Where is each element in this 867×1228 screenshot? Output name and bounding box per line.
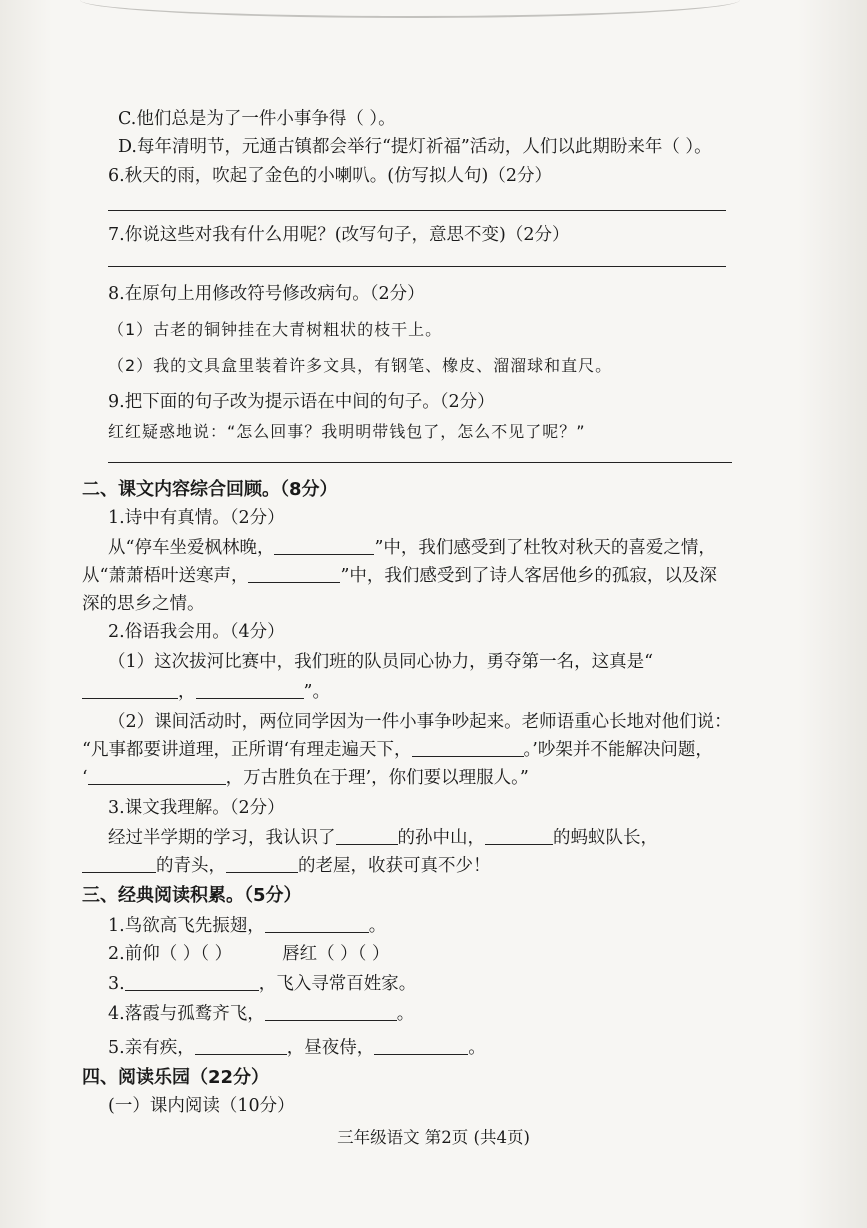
s2-question-3: 3.课文我理解。（2分） — [108, 798, 285, 818]
s2-question-1: 1.诗中有真情。（2分） — [108, 508, 285, 528]
s3-l4-text: 4.落霞与孤鹜齐飞， — [108, 1004, 265, 1024]
s2-q3-blank-1[interactable] — [336, 828, 398, 845]
s3-l5-text-b: ，昼夜侍， — [286, 1038, 375, 1058]
option-d: D.每年清明节，元通古镇都会举行“提灯祈福”活动，人们以此期盼来年（ ）。 — [118, 137, 712, 157]
s2-q2-blank-2[interactable] — [196, 682, 304, 699]
question-9: 9.把下面的句子改为提示语在中间的句子。（2分） — [108, 392, 495, 412]
s3-line-5 — [108, 1036, 486, 1060]
answer-line-7[interactable] — [108, 266, 726, 267]
s2-q3-b-text-2: 的老屋，收获可真不少！ — [298, 856, 491, 876]
s3-l3-text-a: 3. — [108, 974, 125, 994]
s2-q1-line-b — [82, 564, 717, 588]
answer-line-6[interactable] — [108, 210, 726, 211]
s2-q1-b-text-1: 从“萧萧梧叶送寒声， — [82, 566, 249, 586]
s3-l4-period: 。 — [396, 1004, 415, 1024]
s2-q1-a-text-1: 从“停车坐爱枫林晚， — [108, 538, 275, 558]
s3-blank-3[interactable] — [265, 1004, 397, 1021]
s2-q3-a-text-2: 的孙中山， — [397, 828, 485, 848]
s3-l2-text-b: 唇红（ ）（ ） — [282, 944, 390, 964]
s2-q3-blank-4[interactable] — [226, 856, 298, 873]
s2-q2-2-c-text-1: ‘ — [82, 768, 88, 788]
s2-q3-a-text-1: 经过半学期的学习，我认识了 — [108, 828, 336, 848]
s2-q1-a-text-2: ”中，我们感受到了杜牧对秋天的喜爱之情， — [374, 538, 716, 558]
s2-q2-blank-3[interactable] — [412, 740, 524, 757]
s2-q2-2-b-text-2: 。’吵架并不能解决问题， — [523, 740, 713, 760]
answer-line-9[interactable] — [108, 462, 732, 463]
section-4-subtitle: (一）课内阅读（10分） — [108, 1096, 295, 1116]
question-8-sentence-1: （1）古老的铜钟挂在大青树粗状的枝干上。 — [108, 320, 443, 339]
section-4-title: 四、阅读乐园（22分） — [82, 1067, 270, 1088]
s2-q2-1-end: ”。 — [303, 682, 330, 702]
s3-blank-4[interactable] — [195, 1038, 287, 1055]
s2-q2-2-line-c — [82, 766, 529, 790]
s2-q2-2: （2）课间活动时，两位同学因为一件小事争吵起来。老师语重心长地对他们说： — [108, 712, 732, 732]
question-9-sentence: 红红疑惑地说：“怎么回事？我明明带钱包了，怎么不见了呢？” — [108, 422, 586, 441]
s2-q2-1-answer: ， ”。 — [82, 680, 330, 704]
s2-q2-2-c-text-2: ，万古胜负在于理’，你们要以理服人。” — [225, 768, 529, 788]
s2-q2-blank-1[interactable] — [82, 682, 178, 699]
question-8: 8.在原句上用修改符号修改病句。（2分） — [108, 284, 425, 304]
question-6: 6.秋天的雨，吹起了金色的小喇叭。(仿写拟人句)（2分） — [108, 166, 552, 186]
s2-q3-a-text-3: 的蚂蚁队长， — [553, 828, 658, 848]
s3-l5-period: 。 — [468, 1038, 486, 1058]
question-8-sentence-2: （2）我的文具盒里装着许多文具，有钢笔、橡皮、溜溜球和直尺。 — [108, 356, 613, 375]
s2-q1-b-text-2: ”中，我们感受到了诗人客居他乡的孤寂，以及深 — [340, 566, 717, 586]
s2-q1-blank-2[interactable] — [248, 566, 340, 583]
s3-line-3 — [108, 972, 416, 996]
s3-l1-text: 1.鸟欲高飞先振翅， — [108, 916, 265, 936]
s2-q2-1: （1）这次拔河比赛中，我们班的队员同心协力，勇夺第一名，这真是“ — [108, 652, 654, 672]
s2-q2-blank-4[interactable] — [88, 768, 226, 785]
s3-line-4 — [108, 1002, 414, 1026]
s2-q3-blank-2[interactable] — [485, 828, 553, 845]
question-7: 7.你说这些对我有什么用呢？(改写句子，意思不变)（2分） — [108, 225, 570, 245]
s2-q3-line-a — [108, 826, 658, 850]
s3-blank-1[interactable] — [265, 916, 369, 933]
s2-q3-blank-3[interactable] — [82, 856, 156, 873]
s2-q2-2-b-text-1: “凡事都要讲道理，正所谓‘有理走遍天下， — [82, 740, 412, 760]
page-footer: 三年级语文 第2页 (共4页) — [337, 1128, 530, 1147]
s2-q3-b-text-1: 的青头， — [156, 856, 226, 876]
s3-blank-2[interactable] — [125, 974, 259, 991]
section-2-title: 二、课文内容综合回顾。（8分） — [82, 479, 338, 500]
s2-q1-line-a — [108, 536, 716, 560]
s3-l1-period: 。 — [368, 916, 387, 936]
option-c: C.他们总是为了一件小事争得（ ）。 — [118, 109, 396, 129]
s2-question-2: 2.俗语我会用。（4分） — [108, 622, 285, 642]
s3-l3-text-b: ，飞入寻常百姓家。 — [258, 974, 417, 994]
s3-line-1 — [108, 914, 386, 938]
s2-q2-2-line-b — [82, 738, 713, 762]
s2-q1-line-c: 深的思乡之情。 — [82, 594, 205, 614]
section-3-title: 三、经典阅读积累。（5分） — [82, 885, 302, 906]
s2-q3-line-b — [82, 854, 491, 878]
s3-l2-text-a: 2.前仰（ ）（ ） — [108, 944, 233, 964]
s3-line-2 — [108, 942, 389, 966]
s3-blank-5[interactable] — [374, 1038, 468, 1055]
s2-q1-blank-1[interactable] — [274, 538, 374, 555]
page-fold-shadow — [80, 0, 740, 18]
s3-l5-text-a: 5.亲有疾， — [108, 1038, 195, 1058]
